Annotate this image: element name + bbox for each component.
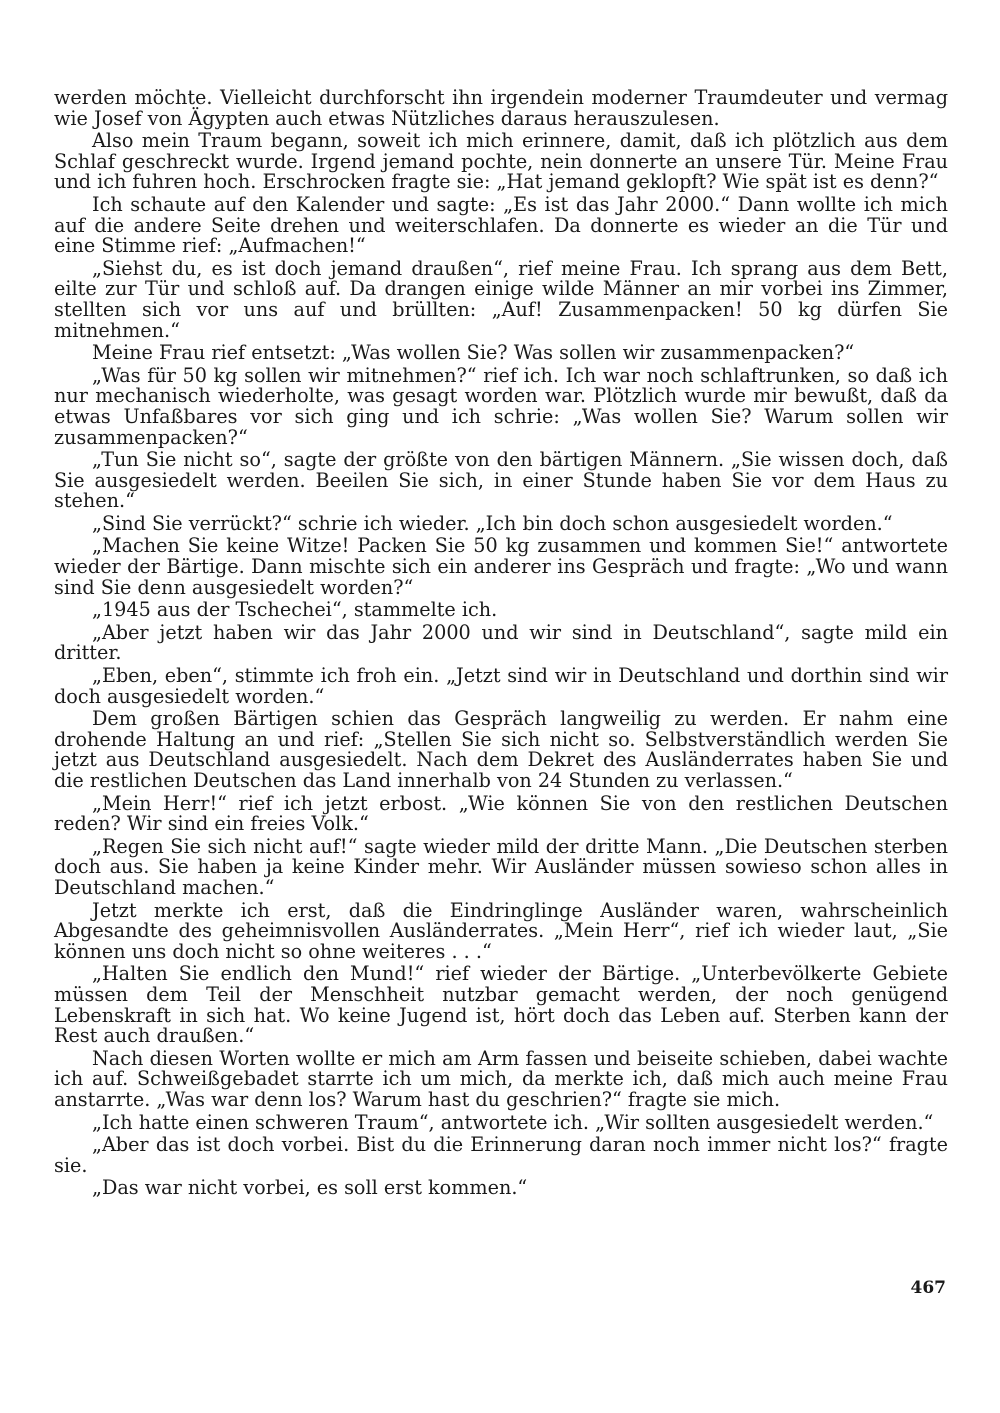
paragraph: „Das war nicht vorbei, es soll erst kommen.“ [92,1176,528,1200]
paragraph: „1945 aus der Tschechei“, stammelte ich. [92,598,498,622]
paragraph: „Siehst du, es ist doch jemand draußen“, rief meine Frau. Ich sprang aus dem Bett, eilte zur Tür und schloß auf. Da drangen einige wilde Männer an mir vorbei ins Zimmer, stellten sich vor uns auf und brüllten: „Auf! Zusammenpacken! 50 kg dürfen Sie mitnehmen.“ [54,256,948,342]
paragraph: Also mein Traum begann, soweit ich mich erinnere, damit, daß ich plötzlich aus dem Schlaf geschreckt wurde. Irgend jemand pochte, nein donnerte an unsere Tür. Meine Frau und ich fuhren hoch. Erschrocken fragte sie: „Hat jemand geklopft? Wie spät ist es denn?“ [54,129,948,194]
paragraph: Nach diesen Worten wollte er mich am Arm fassen und beiseite schieben, dabei wachte ich auf. Schweißgebadet starrte ich um mich, da merkte ich, daß mich auch meine Frau anstarrte. „Was war denn los? Warum hast du geschrien?“ fragte sie mich. [54,1046,948,1111]
paragraph: „Eben, eben“, stimmte ich froh ein. „Jetzt sind wir in Deutschland und dorthin sind wir doch ausgesiedelt worden.“ [54,664,948,708]
paragraph: werden möchte. Vielleicht durchforscht ihn irgendein moderner Traumdeuter und vermag wie Josef von Ägypten auch etwas Nützliches daraus herauszulesen. [54,86,948,130]
paragraph: Dem großen Bärtigen schien das Gespräch langweilig zu werden. Er nahm eine drohende Haltung an und rief: „Stellen Sie sich nicht so. Selbstverständlich werden Sie jetzt aus Deutschland ausgesiedelt. Nach dem Dekret des Ausländerrates haben Sie und die restlichen Deutschen das Land innerhalb von 24 Stunden zu verlassen.“ [54,707,948,792]
paragraph: „Was für 50 kg sollen wir mitnehmen?“ rief ich. Ich war noch schlaftrunken, so daß ich nur mechanisch wiederholte, was gesagt worden war. Plötzlich wurde mir bewußt, daß da etwas Unfaßbares vor sich ging und ich schrie: „Was wollen Sie? Warum sollen wir zusammenpacken?“ [54,363,948,449]
paragraph: „Regen Sie sich nicht auf!“ sagte wieder mild der dritte Mann. „Die Deutschen sterben doch aus. Sie haben ja keine Kinder mehr. Wir Ausländer müssen sowieso schon alles in Deutschland machen.“ [54,834,948,899]
paragraph: „Aber jetzt haben wir das Jahr 2000 und wir sind in Deutschland“, sagte mild ein dritter. [54,620,948,665]
paragraph: „Aber das ist doch vorbei. Bist du die Erinnerung daran noch immer nicht los?“ fragte sie. [54,1133,948,1177]
paragraph: „Machen Sie keine Witze! Packen Sie 50 kg zusammen und kommen Sie!“ antwortete wieder der Bärtige. Dann mischte sich ein anderer ins Gespräch und fragte: „Wo und wann sind Sie denn ausgesiedelt worden?“ [54,534,948,599]
paragraph: Jetzt merkte ich erst, daß die Eindringlinge Ausländer waren, wahrscheinlich Abgesandte des geheimnisvollen Ausländerrates. „Mein Herr“, rief ich wieder laut, „Sie können uns doch nicht so ohne weiteres . . .“ [54,898,948,963]
paragraph: „Mein Herr!“ rief ich jetzt erbost. „Wie können Sie von den restlichen Deutschen reden? Wir sind ein freies Volk.“ [54,791,948,836]
paragraph: Ich schaute auf den Kalender und sagte: „Es ist das Jahr 2000.“ Dann wollte ich mich auf die andere Seite drehen und weiterschlafen. Da donnerte es wieder an die Tür und eine Stimme rief: „Aufmachen!“ [54,192,948,258]
page-body [54,88,948,1201]
page-number: 467 [910,1278,946,1298]
paragraph: „Halten Sie endlich den Mund!“ rief wieder der Bärtige. „Unterbevölkerte Gebiete müssen dem Teil der Menschheit nutzbar gemacht werden, der noch genügend Lebenskraft in sich hat. Wo keine Jugend ist, hört doch das Leben auf. Sterben kann der Rest auch draußen.“ [54,962,948,1048]
paragraph: „Tun Sie nicht so“, sagte der größte von den bärtigen Männern. „Sie wissen doch, daß Sie ausgesiedelt werden. Beeilen Sie sich, in einer Stunde haben Sie vor dem Haus zu stehen.“ [54,448,948,513]
paragraph: Meine Frau rief entsetzt: „Was wollen Sie? Was sollen wir zusammenpacken?“ [92,341,855,365]
paragraph: „Sind Sie verrückt?“ schrie ich wieder. „Ich bin doch schon ausgesiedelt worden.“ [92,511,893,535]
paragraph: „Ich hatte einen schweren Traum“, antwortete ich. „Wir sollten ausgesiedelt werden.“ [92,1110,934,1134]
